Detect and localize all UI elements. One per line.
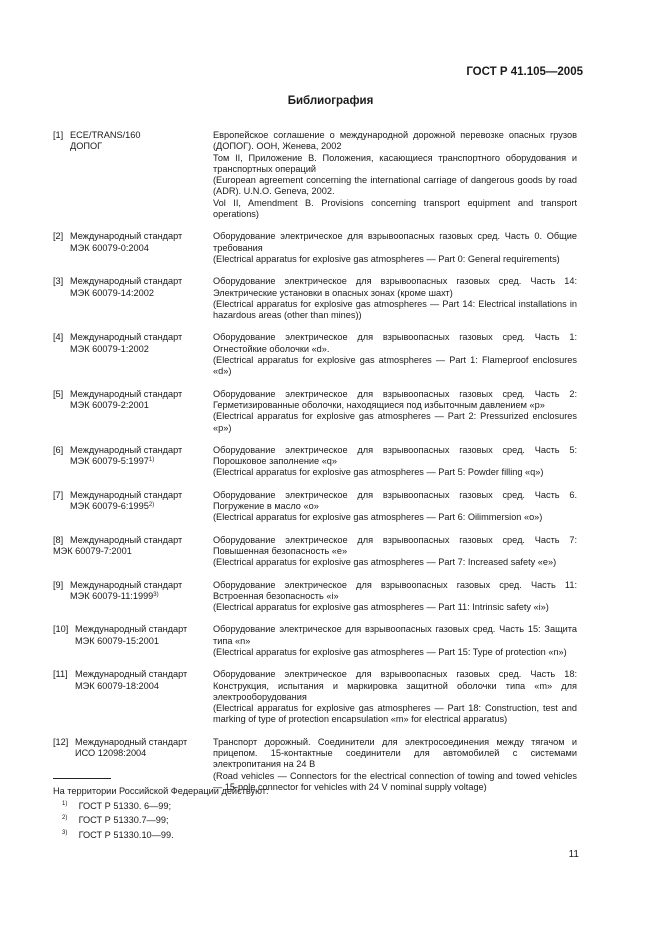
- entry-source-type: ECE/TRANS/160: [70, 130, 141, 140]
- entry-designation: [53, 400, 213, 411]
- entry-description-line: (European agreement concerning the international carriage of dangerous goods by road (ADR). U.N.O. Geneva, 2002.: [213, 175, 577, 197]
- entry-source-type: Международный стандарт: [75, 736, 188, 747]
- entry-designation: [53, 288, 213, 299]
- entry-description-line: (Electrical apparatus for explosive gas atmospheres — Part 0: General requirements): [213, 253, 560, 264]
- entry-reference: [53, 445, 213, 479]
- entry-number: [8]: [53, 534, 64, 545]
- footnote-mark: 1): [62, 800, 68, 807]
- entry-reference: [53, 389, 213, 434]
- footnote-item: [62, 798, 269, 813]
- entry-description-line: (Electrical apparatus for explosive gas atmospheres — Part 6: Oilimmersion «о»): [213, 512, 543, 523]
- footnote-item: [62, 827, 269, 842]
- entry-description: [213, 231, 577, 265]
- entry-designation-text: ИСО 12098:2004: [75, 748, 147, 759]
- entry-designation: [53, 456, 213, 467]
- bibliography-entry: [53, 535, 577, 569]
- entry-source-type: Международный стандарт: [70, 388, 183, 399]
- entry-number: [1]: [53, 130, 64, 140]
- entry-description-line: (Electrical apparatus for explosive gas atmospheres — Part 1: Flameproof enclosures «d»): [213, 355, 577, 377]
- footnote-divider: [53, 778, 111, 779]
- bibliography-entry: [53, 276, 577, 321]
- footnote-text: ГОСТ Р 51330.10—99.: [78, 829, 174, 840]
- entry-description-line: Транспорт дорожный. Соединители для электросоединения между тягачом и прицепом. 15-контактные соединители для автомобилей с системами электропитания на 24 В: [213, 736, 577, 770]
- entry-reference: [53, 490, 213, 524]
- entry-reference: [53, 276, 213, 321]
- entry-designation-text: МЭК 60079-1:2002: [70, 343, 149, 354]
- entry-designation: [53, 141, 213, 152]
- entry-description-line: (Electrical apparatus for explosive gas atmospheres — Part 14: Electrical installations in hazardous areas (other than mines)): [213, 298, 577, 321]
- bibliography-entry: [53, 389, 577, 434]
- entry-description-line: Оборудование электрическое для взрывоопасных газовых сред. Часть 2: Герметизированные оболочки, находящиеся под избыточным давлением «р»: [213, 388, 577, 410]
- entry-number: [9]: [53, 579, 64, 590]
- bibliography-entry: [53, 332, 577, 377]
- entry-description-line: Оборудование электрическое для взрывоопасных газовых сред. Часть 7: Повышенная безопасность «е»: [213, 534, 577, 556]
- entry-reference: [53, 669, 213, 725]
- entry-description-line: Оборудование электрическое для взрывоопасных газовых сред. Часть 5: Порошковое заполнение «q»: [213, 444, 577, 467]
- footnote-item: [62, 812, 269, 827]
- entry-reference: [53, 130, 213, 220]
- entry-description: [213, 669, 577, 725]
- entry-number: [12]: [53, 736, 69, 747]
- footnote-text: ГОСТ Р 51330.7—99;: [78, 815, 169, 825]
- entry-number: [5]: [53, 388, 64, 399]
- entry-description: [213, 130, 577, 220]
- entry-description: [213, 332, 577, 377]
- entry-number: [2]: [53, 231, 64, 242]
- bibliography-entry: [53, 490, 577, 524]
- footnotes: [53, 785, 269, 841]
- entry-number: [11]: [53, 669, 68, 680]
- entry-source-type: Международный стандарт: [70, 489, 183, 500]
- entry-number: [10]: [53, 624, 69, 635]
- entry-description-line: (Electrical apparatus for explosive gas atmospheres — Part 15: Type of protection «n»): [213, 646, 567, 657]
- entry-description: [213, 389, 577, 434]
- entry-designation-text: МЭК 60079-18:2004: [75, 680, 159, 691]
- bibliography-entry: [53, 130, 577, 220]
- entry-source-type: Международный стандарт: [75, 624, 188, 635]
- entry-description-line: (Electrical apparatus for explosive gas atmospheres — Part 11: Intrinsic safety «i»): [213, 602, 549, 613]
- entry-description: [213, 580, 577, 614]
- bibliography-list: [53, 130, 577, 804]
- entry-description: [213, 445, 577, 479]
- footnote-text: ГОСТ Р 51330. 6—99;: [78, 800, 172, 811]
- entry-description-line: Оборудование электрическое для взрывоопасных газовых сред. Часть 15: Защита типа «n»: [213, 624, 577, 646]
- entry-source-type: Международный стандарт: [70, 444, 183, 455]
- entry-description-line: Vol II, Amendment B. Provisions concerning transport equipment and transport operations): [213, 197, 577, 220]
- entry-designation: [53, 344, 213, 355]
- entry-description-line: (Electrical apparatus for explosive gas atmospheres — Part 7: Increased safety «е»): [213, 557, 557, 568]
- entry-designation-text: МЭК 60079-14:2002: [70, 287, 154, 298]
- entry-source-type: Международный стандарт: [70, 276, 183, 287]
- entry-description: [213, 490, 577, 524]
- footnote-mark: 3): [62, 829, 68, 836]
- entry-description-line: Оборудование электрическое для взрывоопасных газовых сред. Часть 18: Конструкция, испытания и маркировка защитной оболочки типа «m» для электрооборудования: [213, 669, 577, 702]
- entry-reference: [53, 624, 213, 658]
- entry-description: [213, 276, 577, 321]
- page-number: 11: [568, 849, 579, 860]
- entry-source-type: Международный стандарт: [70, 332, 183, 343]
- entry-description-line: Оборудование электрическое для взрывоопасных газовых сред. Часть 1: Огнестойкие оболочки «d».: [213, 332, 577, 354]
- entry-source-type: Международный стандарт: [70, 579, 183, 590]
- entry-description: [213, 624, 577, 658]
- entry-reference: [53, 580, 213, 614]
- entry-designation-text: МЭК 60079-15:2001: [75, 635, 159, 646]
- footnote-reference-mark: 1): [148, 457, 155, 464]
- entry-designation: [53, 243, 213, 254]
- entry-reference: [53, 332, 213, 377]
- entry-description: [213, 535, 577, 569]
- entry-reference: [53, 535, 213, 569]
- entry-designation: [53, 591, 213, 602]
- footnote-mark: 2): [62, 815, 68, 821]
- entry-number: [3]: [53, 276, 64, 287]
- entry-designation: [53, 546, 213, 557]
- entry-designation: [53, 748, 213, 759]
- entry-designation-text: МЭК 60079-0:2004: [70, 242, 149, 253]
- bibliography-title: Библиография: [287, 95, 374, 107]
- entry-description-line: (Road vehicles — Connectors for the electrical connection of towing and towed vehicles — 15-pole connector for vehicles with 24 V nominal supply voltage): [213, 770, 577, 792]
- entry-description-line: Европейское соглашение о международной дорожной перевозке опасных грузов (ДОПОГ). ООН, Женева, 2002: [213, 130, 577, 152]
- bibliography-entry: [53, 231, 577, 265]
- footnote-intro: На территории Российской Федерации действуют:: [53, 786, 269, 796]
- entry-description-line: Оборудование электрическое для взрывоопасных газовых сред. Часть 14: Электрические установки в опасных зонах (кроме шахт): [213, 276, 577, 298]
- entry-designation-text: МЭК 60079-6:1995: [70, 501, 149, 512]
- entry-source-type: Международный стандарт: [75, 669, 188, 680]
- entry-description-line: Том II, Приложение В. Положения, касающиеся транспортного оборудования и транспортных операций: [213, 152, 577, 174]
- entry-source-type: Международный стандарт: [70, 534, 183, 545]
- entry-designation-text: ДОПОГ: [70, 141, 103, 152]
- entry-designation-text: МЭК 60079-7:2001: [53, 545, 132, 556]
- footnote-reference-mark: 3): [153, 591, 159, 598]
- entry-number: [7]: [53, 489, 64, 500]
- entry-reference: [53, 231, 213, 265]
- entry-source-type: Международный стандарт: [70, 231, 183, 242]
- entry-designation: [53, 681, 213, 692]
- entry-designation: [53, 501, 213, 512]
- entry-description-line: (Electrical apparatus for explosive gas atmospheres — Part 5: Powder filling «q»): [213, 467, 544, 478]
- entry-designation-text: МЭК 60079-2:2001: [70, 399, 149, 410]
- bibliography-entry: [53, 669, 577, 725]
- bibliography-entry: [53, 580, 577, 614]
- entry-description-line: Оборудование электрическое для взрывоопасных газовых сред. Часть 0. Общие требования: [213, 231, 577, 253]
- bibliography-entry: [53, 445, 577, 479]
- entry-designation: [53, 636, 213, 647]
- standard-designation: ГОСТ Р 41.105—2005: [466, 66, 583, 78]
- entry-description-line: (Electrical apparatus for explosive gas atmospheres — Part 18: Construction, test and marking of type of protection encapsulation «m» for electrical apparatus): [213, 703, 577, 725]
- entry-description-line: Оборудование электрическое для взрывоопасных газовых сред. Часть 6. Погружение в масло «о»: [213, 489, 577, 512]
- entry-number: [4]: [53, 332, 64, 343]
- footnote-reference-mark: 2): [148, 502, 155, 509]
- entry-designation-text: МЭК 60079-5:1997: [70, 456, 149, 467]
- entry-description-line: (Electrical apparatus for explosive gas atmospheres — Part 2: Pressurized enclosures «р»): [213, 411, 577, 433]
- entry-description-line: Оборудование электрическое для взрывоопасных газовых сред. Часть 11: Встроенная безопасность «i»: [213, 579, 577, 601]
- bibliography-entry: [53, 624, 577, 658]
- entry-number: [6]: [53, 444, 64, 455]
- entry-designation-text: МЭК 60079-11:1999: [70, 590, 154, 601]
